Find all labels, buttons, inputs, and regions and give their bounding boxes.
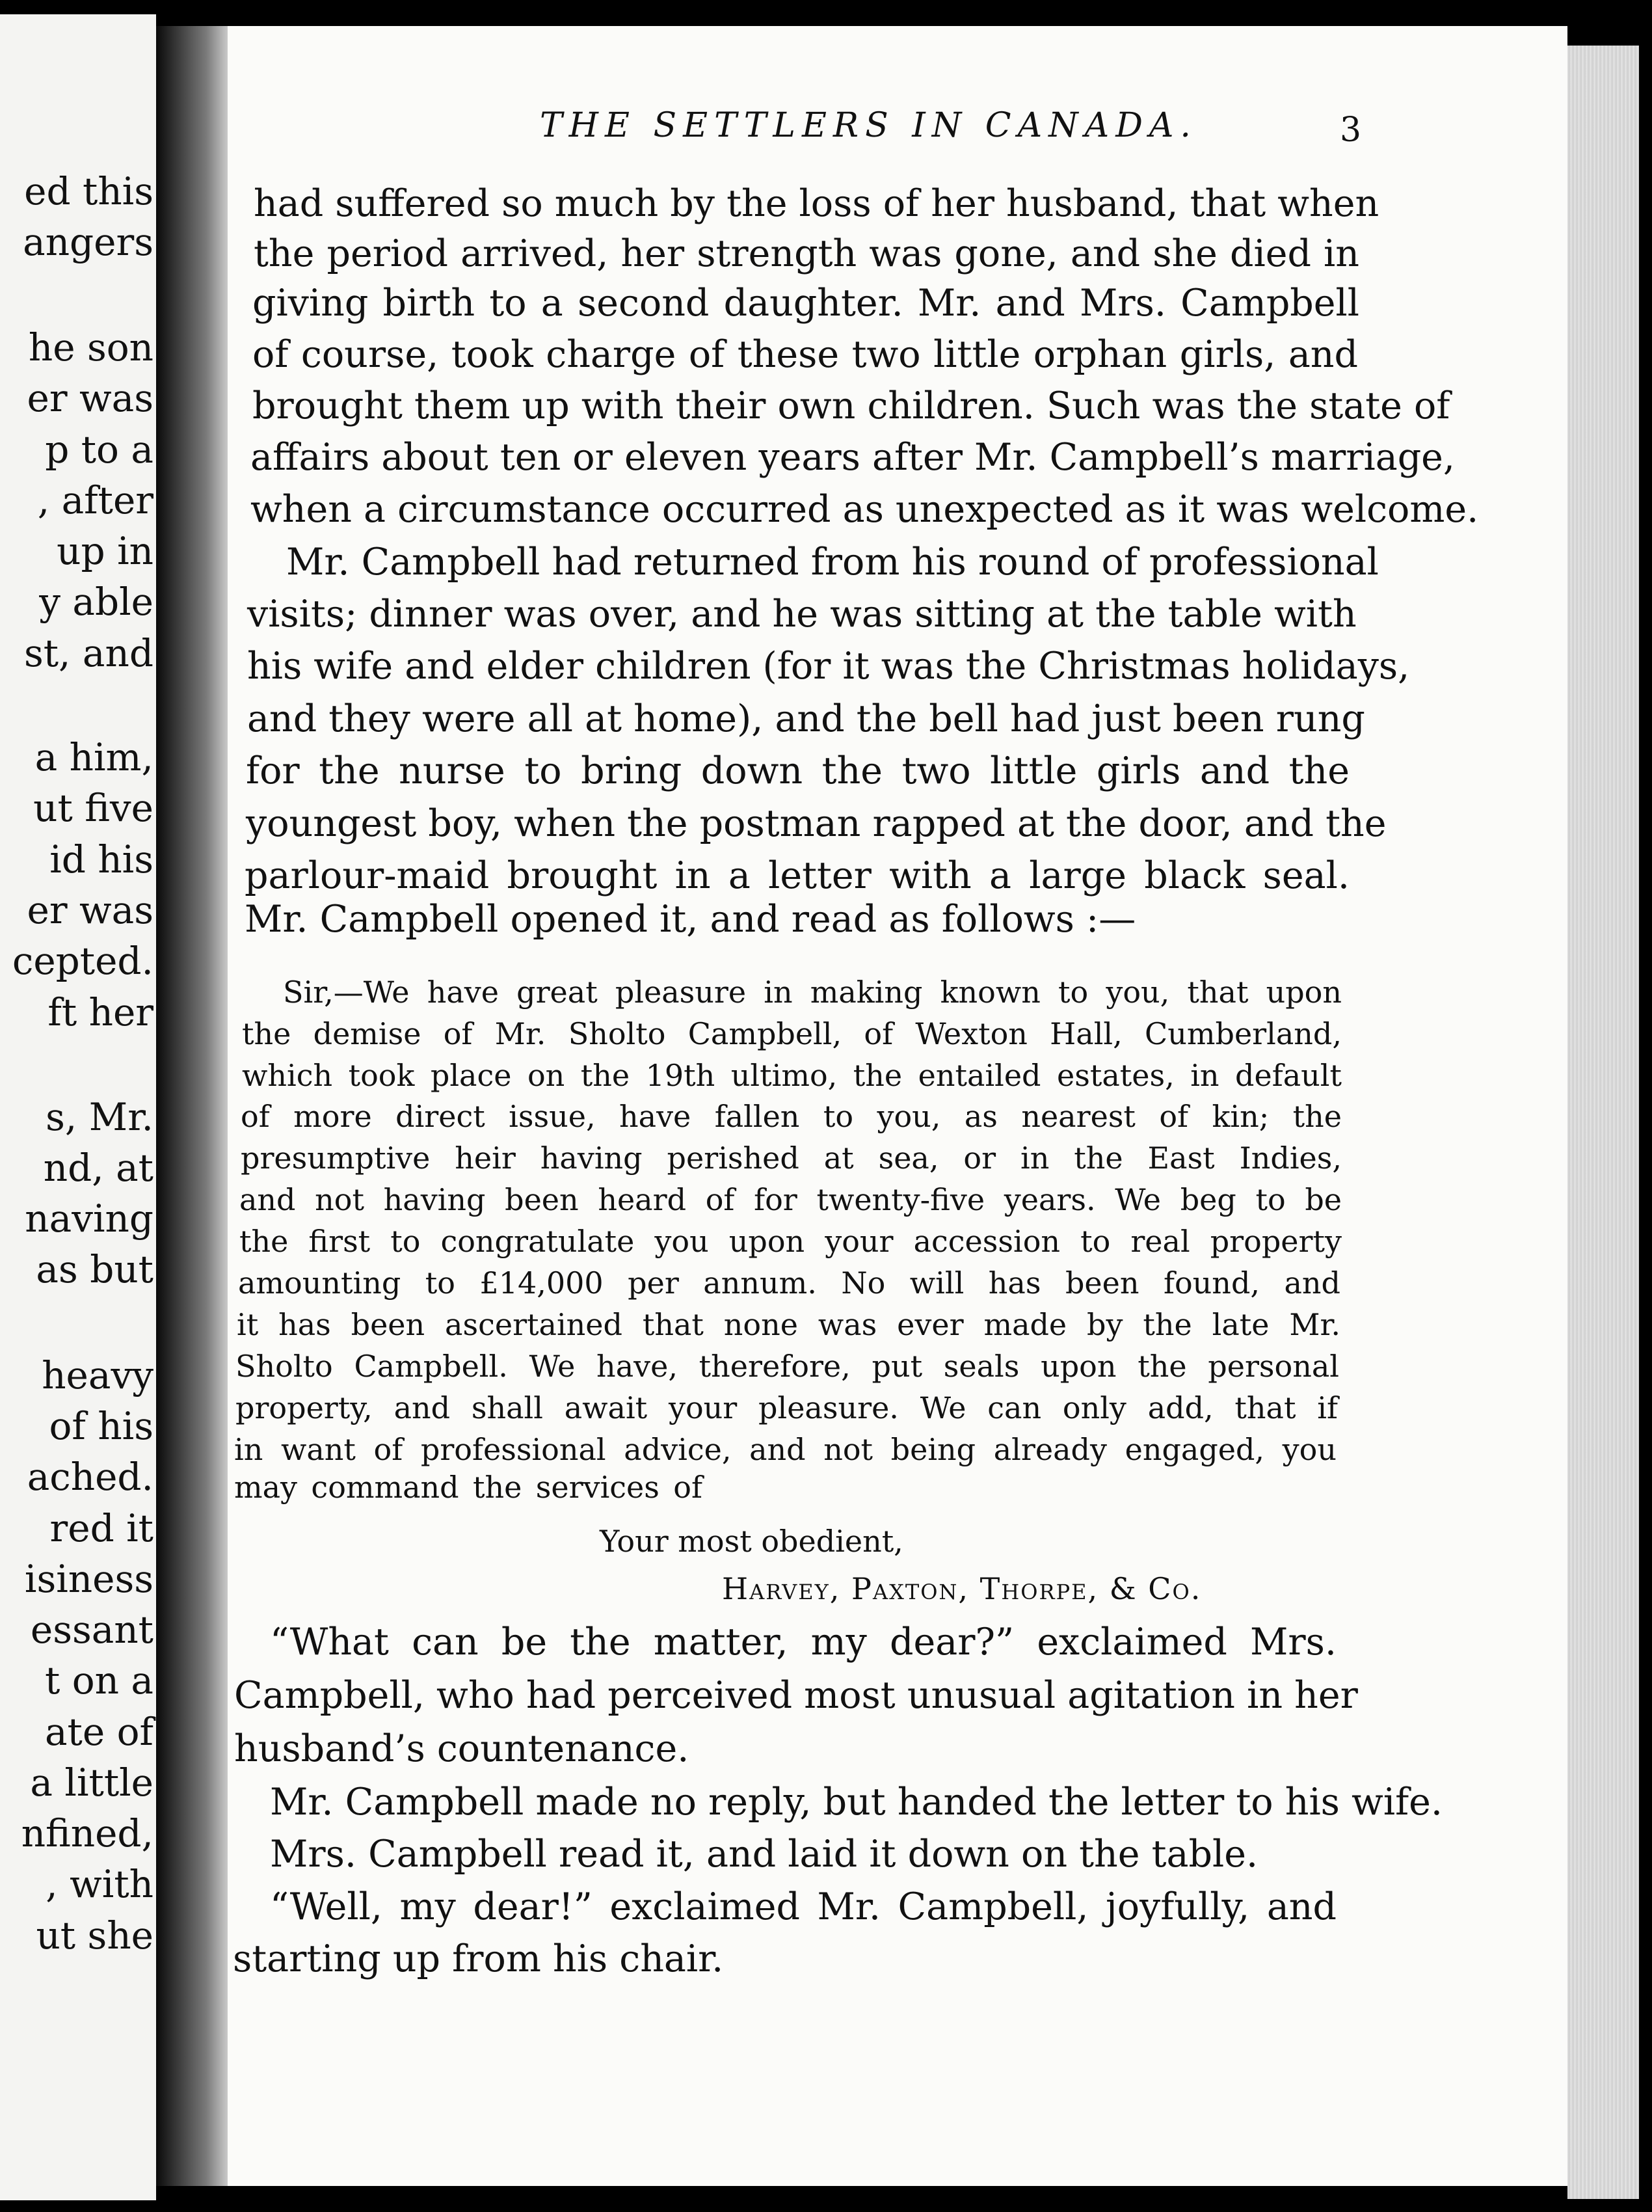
left-page-fragment: nd, at bbox=[43, 1146, 153, 1190]
left-page-fragment: id his bbox=[49, 837, 153, 882]
left-page-fragment: ut she bbox=[36, 1913, 153, 1958]
left-page-fragment: ached. bbox=[27, 1455, 153, 1499]
facing-page-left bbox=[0, 14, 156, 2200]
text-line: the period arrived, her strength was gone, and she died in bbox=[254, 232, 1359, 275]
left-page-fragment: up in bbox=[57, 529, 153, 573]
book-gutter bbox=[156, 26, 228, 2186]
left-page-fragment: he son bbox=[28, 325, 153, 370]
left-page-fragment: ed this bbox=[24, 169, 153, 213]
left-page-fragment: essant bbox=[30, 1608, 153, 1652]
text-line: Campbell, who had perceived most unusual agitation in her bbox=[234, 1674, 1358, 1717]
text-line: “What can be the matter, my dear?” exclaimed Mrs. bbox=[270, 1621, 1337, 1664]
left-page-fragment: s, Mr. bbox=[46, 1095, 153, 1139]
letter-line: it has been ascertained that none was ever made by the late Mr. bbox=[237, 1307, 1340, 1342]
left-page-fragment: of his bbox=[49, 1404, 153, 1448]
letter-line: presumptive heir having perished at sea, or in the East Indies, bbox=[241, 1140, 1342, 1176]
left-page-fragment: cepted. bbox=[12, 939, 153, 983]
letter-signature: Harvey, Paxton, Thorpe, & Co. bbox=[722, 1571, 1202, 1606]
text-line: and they were all at home), and the bell had just been rung bbox=[247, 697, 1365, 740]
running-head: THE SETTLERS IN CANADA. bbox=[540, 106, 1197, 145]
letter-line: and not having been heard of for twenty-five years. We beg to be bbox=[239, 1182, 1342, 1217]
letter-line: property, and shall await your pleasure. We can only add, that if bbox=[235, 1390, 1338, 1425]
left-page-fragment: a little bbox=[30, 1760, 153, 1805]
text-line: affairs about ten or eleven years after Mr. Campbell’s marriage, bbox=[250, 436, 1456, 479]
letter-line: the demise of Mr. Sholto Campbell, of Wexton Hall, Cumberland, bbox=[242, 1016, 1342, 1051]
text-line: youngest boy, when the postman rapped at the door, and the bbox=[246, 802, 1387, 845]
text-line: Mr. Campbell had returned from his round of professional bbox=[286, 541, 1379, 584]
text-line: of course, took charge of these two little orphan girls, and bbox=[252, 333, 1358, 376]
left-page-fragment: ate of bbox=[44, 1710, 153, 1754]
text-line: brought them up with their own children. Such was the state of bbox=[252, 384, 1450, 427]
letter-line: in want of professional advice, and not being already engaged, you bbox=[234, 1432, 1337, 1467]
text-line: husband’s countenance. bbox=[234, 1727, 689, 1770]
text-line: starting up from his chair. bbox=[233, 1937, 724, 1980]
left-page-fragment: , with bbox=[46, 1862, 153, 1906]
text-line: his wife and elder children (for it was the Christmas holidays, bbox=[247, 645, 1410, 688]
left-page-fragment: y able bbox=[39, 580, 153, 624]
left-page-fragment: red it bbox=[49, 1506, 153, 1550]
left-page-fragment: er was bbox=[27, 888, 153, 932]
text-line: for the nurse to bring down the two little girls and the bbox=[246, 749, 1350, 792]
left-page-fragment: nfined, bbox=[21, 1811, 153, 1855]
left-page-fragment: p to a bbox=[45, 427, 153, 472]
text-line: “Well, my dear!” exclaimed Mr. Campbell, joyfully, and bbox=[270, 1885, 1337, 1928]
letter-line: which took place on the 19th ultimo, the entailed estates, in default bbox=[242, 1058, 1342, 1093]
letter-line: amounting to £14,000 per annum. No will has been found, and bbox=[238, 1265, 1340, 1301]
text-line: visits; dinner was over, and he was sitting at the table with bbox=[247, 593, 1357, 636]
left-page-fragment: st, and bbox=[23, 631, 153, 675]
letter-line: of more direct issue, have fallen to you, as nearest of kin; the bbox=[241, 1099, 1342, 1134]
letter-line: may command the services of bbox=[234, 1470, 702, 1505]
page-number: 3 bbox=[1340, 111, 1362, 150]
left-page-fragment: a him, bbox=[34, 735, 153, 779]
page-edges bbox=[1567, 46, 1639, 2199]
text-line: when a circumstance occurred as unexpected as it was welcome. bbox=[250, 488, 1479, 531]
text-line: Mrs. Campbell read it, and laid it down on the table. bbox=[270, 1833, 1259, 1876]
text-line: parlour-maid brought in a letter with a large black seal. bbox=[245, 854, 1350, 897]
text-line: Mr. Campbell made no reply, but handed the letter to his wife. bbox=[270, 1781, 1443, 1824]
left-page-fragment: angers bbox=[23, 220, 153, 264]
text-line: had suffered so much by the loss of her husband, that when bbox=[254, 182, 1379, 225]
letter-line: Sholto Campbell. We have, therefore, put seals upon the personal bbox=[235, 1349, 1339, 1384]
left-page-fragment: heavy bbox=[42, 1353, 153, 1397]
left-page-fragment: er was bbox=[27, 376, 153, 420]
letter-line: Sir,—We have great pleasure in making known to you, that upon bbox=[283, 975, 1342, 1010]
letter-line: the first to congratulate you upon your accession to real property bbox=[239, 1224, 1342, 1259]
text-line: Mr. Campbell opened it, and read as follows :— bbox=[245, 898, 1136, 941]
left-page-fragment: naving bbox=[25, 1196, 153, 1241]
left-page-fragment: isiness bbox=[24, 1557, 153, 1601]
left-page-fragment: ft her bbox=[47, 990, 153, 1034]
letter-closing: Your most obedient, bbox=[600, 1524, 903, 1559]
left-page-fragment: , after bbox=[37, 478, 153, 522]
text-line: giving birth to a second daughter. Mr. and Mrs. Campbell bbox=[252, 282, 1359, 325]
left-page-fragment: ut five bbox=[33, 786, 153, 830]
left-page-fragment: t on a bbox=[44, 1658, 153, 1703]
left-page-fragment: as but bbox=[36, 1247, 153, 1291]
